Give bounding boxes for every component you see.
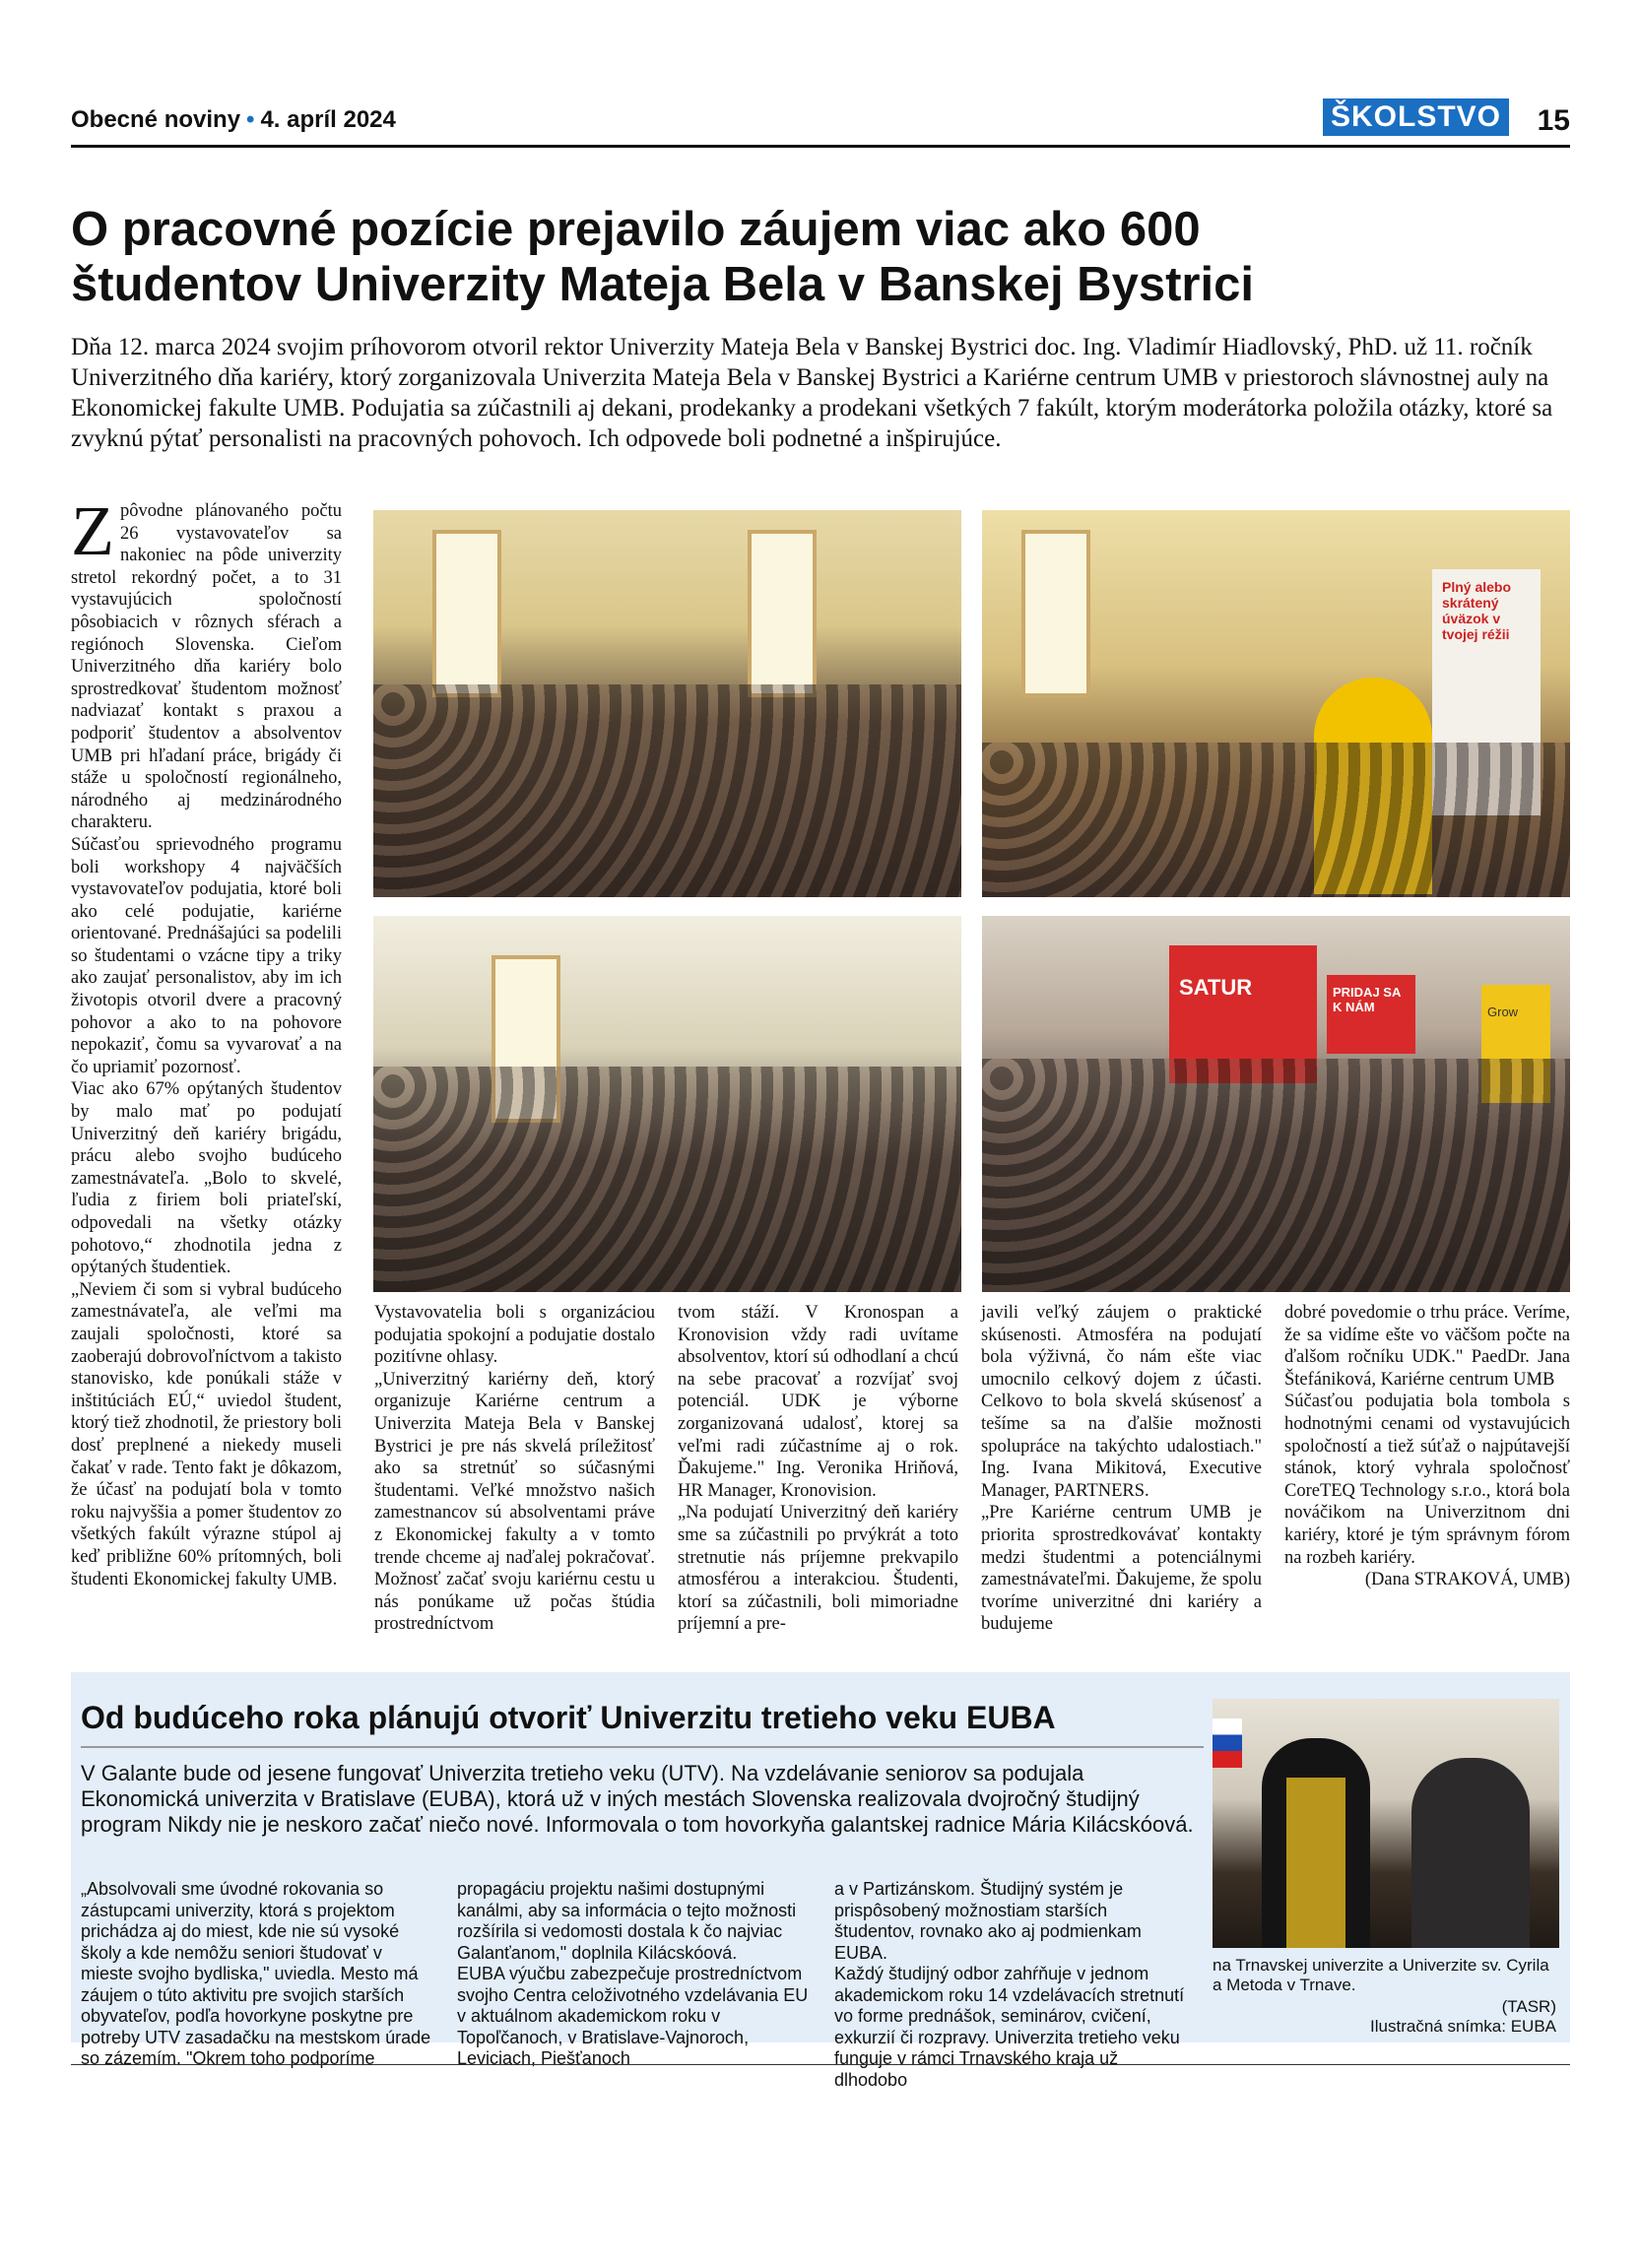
article-paragraph: Vystavovatelia boli s organizáciou podujatia spokojní a podujatie dostalo pozitívne ohlasy. — [374, 1303, 655, 1368]
article-headline — [71, 202, 1570, 312]
section-tag: ŠKOLSTVO — [1323, 98, 1509, 136]
window — [432, 530, 501, 697]
box-paragraph: a v Partizánskom. Študijný systém je prispôsobený možnostiam starších študentov, rovnako ako aj podmienkam EUBA. — [834, 1879, 1142, 1963]
separator-dot: • — [246, 106, 255, 133]
article-paragraph: „Neviem či som si vybral budúceho zamestnávateľa, ale veľmi ma zaujali spoločnosti, ktoré sa zaoberajú dobrovoľníctvom a takisto stanovisko, kde ponúkali stáže v inštitúciách EÚ,“ uviedol študent, ktorý tiež zhodnotil, že priestory boli dosť preplnené a niekedy museli čakať v rade. Tento fakt je dôkazom, že účasť na podujatí bola v tomto roku najvyššia a pomer študentov zo všetkých fakúlt výrazne stúpol aj keď približne 60% prítomných, boli študenti Ekonomickej fakulty UMB. — [71, 1279, 342, 1589]
article-paragraph: „Univerzitný kariérny deň, ktorý organizuje Kariérne centrum a Univerzita Mateja Bela v Banskej Bystrici je pre nás skvelá príležitosť ako sa stretnúť so súčasnými študentami. Veľké množstvo našich zamestnancov sú absolventami práve z Ekonomickej fakulty a v tomto trende chceme aj naďalej pokračovať. Možnosť začať svoju kariérnu cestu u nás ponúkame už počas štúdia prostredníctvom — [374, 1369, 655, 1635]
issue-date: 4. apríl 2024 — [260, 106, 396, 133]
banner-text: Grow — [1487, 1004, 1519, 1019]
career-fair-photo-2 — [982, 510, 1570, 897]
article-paragraph — [71, 491, 342, 834]
crowd — [982, 1059, 1570, 1292]
article-lead: Dňa 12. marca 2024 svojim príhovorom otvoril rektor Univerzity Mateja Bela v Banskej Bystrici doc. Ing. Vladimír Hiadlovský, PhD. už 11. ročník Univerzitného dňa kariéry, ktorý zorganizovala Univerzita Mateja Bela v Banskej Bystrici a Kariérne centrum UMB v priestoroch slávnostnej auly na Ekonomickej fakulte UMB. Podujatia sa zúčastnili aj dekani, prodekanky a prodekani všetkých 7 fakúlt, ktorým moderátorka položila otázky, ktoré sa zvyknú pýtať personalisti na pracovných pohovoch. Ich odpovede boli podnetné a inšpirujúce. — [71, 334, 1553, 452]
article-paragraph: „Pre Kariérne centrum UMB je priorita sprostredkovávať kontakty medzi študentmi a potenciálnymi zamestnávateľmi. Ďakujeme, že spolu tvoríme univerzitné dni kariéry a budujeme — [981, 1503, 1262, 1635]
article-paragraph: dobré povedomie o trhu práce. Veríme, že sa vidíme ešte vo väčšom počte na ďalšom ročníku UDK." PaedDr. Jana Štefániková, Kariérne centrum UMB — [1284, 1303, 1570, 1390]
headline-line-2: študentov Univerzity Mateja Bela v Banskej Bystrici — [71, 258, 1254, 311]
photo-caption: na Trnavskej univerzite a Univerzite sv. Cyrila a Metoda v Trnave. — [1213, 1956, 1549, 1994]
box-column-1 — [81, 1879, 435, 2070]
box-paragraph: EUBA výučbu zabezpečuje prostredníctvom svojho Centra celoživotného vzdelávania EU v aktuálnom akademickom roku v Topoľčanoch, v Bratislave-Vajnoroch, Leviciach, Piešťanoch — [457, 1964, 809, 2068]
suited-man — [1411, 1758, 1530, 1948]
article-paragraph: tvom stáží. V Kronospan a Kronovision vždy radi uvítame absolventov, ktorí sú odhodlaní a chcú na sebe pracovať a rozvíjať svoj potenciál. UDK je výborne zorganizovaná udalosť, ktorej sa veľmi radi zúčastníme aj o rok. Ďakujeme." Ing. Veronika Hriňová, HR Manager, Kronovision. — [678, 1303, 958, 1501]
article-paragraph: Súčasťou podujatia bola tombola s hodnotnými cenami od vystavujúcich spoločností a tiež súťaž o najpútavejší stánok, ktorý vyhrala spoločnosť CoreTEQ Technology s.r.o., ktorá bola nováčikom na Univerzitnom dni kariéry, ktoré je tým správnym fórom na rozbeh kariéry. — [1284, 1392, 1570, 1568]
box-column-3 — [834, 1879, 1189, 2091]
banner-text: SATUR — [1179, 975, 1253, 1000]
box-paragraph: „Absolvovali sme úvodné rokovania so zástupcami univerzity, ktorá s projektom prichádza aj do miest, kde nie sú vysoké školy a kde nemôžu seniori študovať v mieste svojho bydliska," uviedla. Mesto má záujem o túto aktivitu pre svojich starších obyvateľov, podľa hovorkyne poskytne pre potreby UTV zasadačku na mestskom úrade so zázemím. "Okrem toho podporíme — [81, 1879, 431, 2068]
banner-text: Plný alebo skrátený úväzok v tvojej réžii — [1442, 579, 1512, 642]
article-paragraph: javili veľký záujem o praktické skúsenosti. Atmosféra na podujatí bola výživná, čo nám ešte viac umocnilo celkový dojem z účasti. Celkovo to bola skvelá skúsenosť a tešíme sa na ďalšie možnosti spolupráce na takýchto udalostiach." Ing. Ivana Mikitová, Executive Manager, PARTNERS. — [981, 1303, 1262, 1501]
window — [1021, 530, 1090, 697]
headline-line-1: O pracovné pozície prejavilo záujem viac ako 600 — [71, 203, 1201, 256]
agency-credit: (TASR) — [1501, 1997, 1556, 2016]
graduation-photo — [1213, 1699, 1559, 1948]
window — [748, 530, 817, 697]
page-number: 15 — [1537, 104, 1570, 137]
banner-text: PRIDAJ SA K NÁM — [1333, 985, 1401, 1014]
crowd — [982, 743, 1570, 897]
paper-name: Obecné noviny — [71, 106, 241, 133]
article-byline: (Dana STRAKOVÁ, UMB) — [1364, 1570, 1570, 1590]
image-credit: Ilustračná snímka: EUBA — [1370, 2017, 1556, 2036]
article-column-4 — [981, 1302, 1262, 1636]
box-column-2 — [457, 1879, 812, 2070]
box-headline: Od budúceho roka plánujú otvoriť Univerzitu tretieho veku EUBA — [81, 1700, 1204, 1748]
article-column-5 — [1284, 1302, 1570, 1591]
sidebar-news-box — [71, 1672, 1570, 2090]
box-paragraph: Každý študijný odbor zahŕňuje v jednom akademickom roku 14 vzdelávacích stretnutí vo forme prednášok, seminárov, cvičení, exkurzií či rozpravy. Univerzita tretieho veku funguje v rámci Trnavského kraja už dlhodobo — [834, 1964, 1185, 2090]
career-fair-photo-4 — [982, 916, 1570, 1292]
article-column-3 — [678, 1302, 958, 1636]
article-column-1 — [71, 491, 342, 1590]
article-paragraph: Súčasťou sprievodného programu boli workshopy 4 najväčších vystavovateľov podujatia, ktoré boli ako celé podujatie, kariérne orientované. Prednášajúci sa podelili so študentami o vzácne tipy a triky ako zaujať personalistov, aby im ich životopis otvoril dvere a pracovný pohovor a ako to na pohovore nepokaziť, čomu sa vyvarovať a na čo upriamiť pozornosť. — [71, 834, 342, 1077]
masthead — [71, 106, 396, 134]
slovak-flag — [1213, 1718, 1242, 1768]
article-column-2 — [374, 1302, 655, 1636]
article-paragraph: „Na podujatí Univerzitný deň kariéry sme sa zúčastnili po prvýkrát a toto stretnutie nás príjemne prekvapilo atmosférou a interakciou. Študenti, ktorí sa zúčastnili, boli mimoriadne príjemní a pre- — [678, 1503, 958, 1635]
article-paragraph: Viac ako 67% opýtaných študentov by malo mať po podujatí Univerzitný deň kariéry brigádu, prácu alebo svojho budúceho zamestnávateľa. „Bolo to skvelé, ľudia z firiem boli priateľskí, odpovedali na všetky otázky pohotovo,“ zhodnotila jedna z opýtaných študentiek. — [71, 1079, 342, 1278]
box-lead: V Galante bude od jesene fungovať Univerzita tretieho veku (UTV). Na vzdelávanie seniorov sa podujala Ekonomická univerzita v Bratislave (EUBA), ktorá už v iných mestách Slovenska realizovala dvojročný študijný program Nikdy nie je neskoro začať niečo nové. Informovala o tom hovorkyňa galantskej radnice Mária Kilácskóová. — [81, 1761, 1194, 1837]
crowd — [373, 1067, 961, 1292]
gown-trim — [1286, 1778, 1345, 1948]
paragraph-text: pôvodne plánovaného počtu 26 vystavovateľov sa nakoniec na pôde univerzity stretol rekordný počet, a to 31 vystavujúcich spoločností pôsobiacich v rôznych sférach a regiónoch Slovenska. Cieľom Univerzitného dňa kariéry bolo sprostredkovať študentom možnosť nadviazať kontakt s praxou a podporiť študentov a absolventov UMB pri hľadaní práce, brigády či stáže u spoločností regionálneho, národného aj medzinárodného charakteru. — [71, 501, 342, 833]
career-fair-photo-3 — [373, 916, 961, 1292]
join-us-banner — [1327, 975, 1415, 1054]
career-fair-photo-1 — [373, 510, 961, 897]
crowd — [373, 684, 961, 897]
box-paragraph: propagáciu projektu našimi dostupnými kanálmi, aby sa informácia o tejto možnosti rozšírila si vedomosti dostala k čo najviac Galanťanom," doplnila Kilácskóová. — [457, 1879, 797, 1963]
bottom-rule — [71, 2064, 1570, 2065]
page-header — [71, 98, 1570, 148]
drop-cap: Z — [71, 491, 114, 570]
photo-credit — [1370, 1997, 1556, 2037]
